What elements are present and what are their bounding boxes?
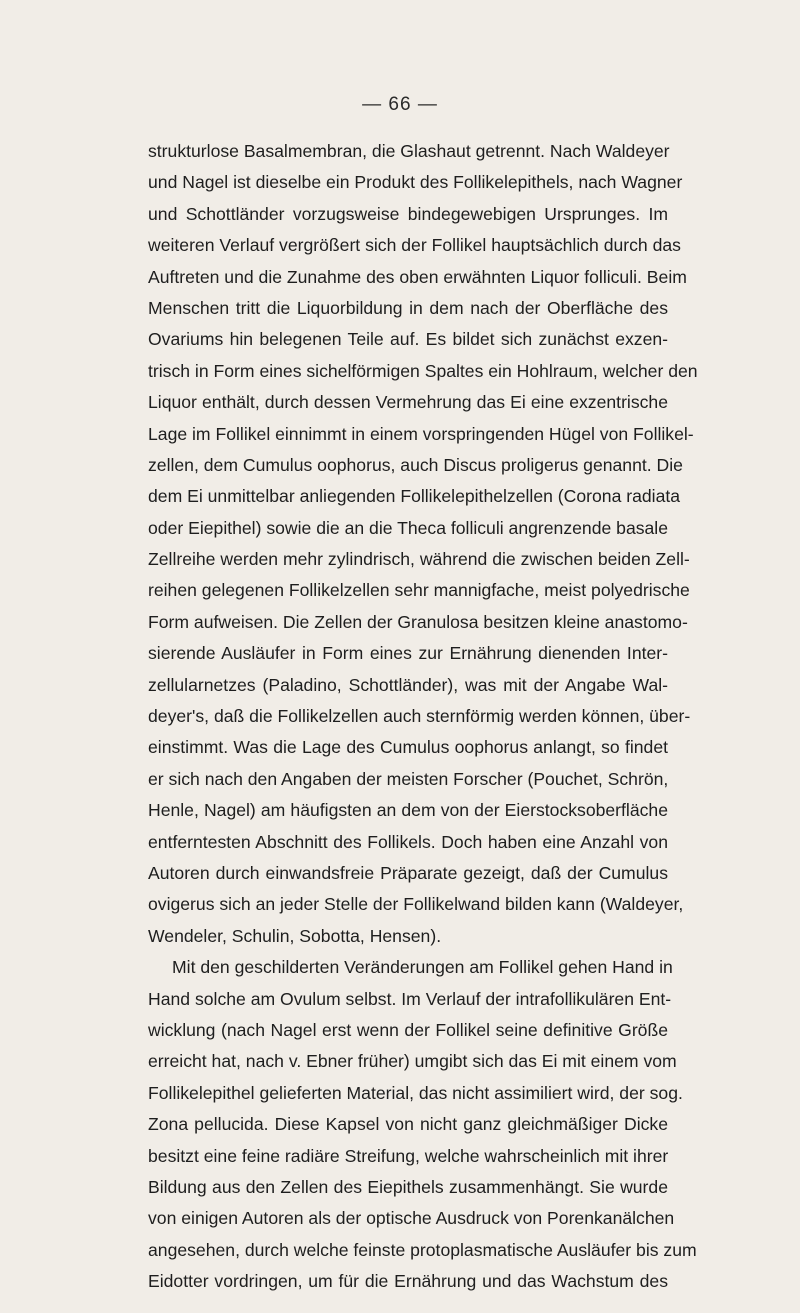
text-line: und Schottländer vorzugsweise bindegewebigen Ursprunges. Im xyxy=(148,203,668,224)
text-line: Bildung aus den Zellen des Eiepithels zusammenhängt. Sie wurde xyxy=(148,1176,668,1197)
text-line: Auftreten und die Zunahme des oben erwähnten Liquor folliculi. Beim xyxy=(148,266,687,287)
text-line: erreicht hat, nach v. Ebner früher) umgibt sich das Ei mit einem vom xyxy=(148,1051,677,1072)
text-line: Hand solche am Ovulum selbst. Im Verlauf der intrafollikulären Ent- xyxy=(148,988,672,1009)
body-text xyxy=(148,136,698,1297)
text-line: entferntesten Abschnitt des Follikels. Doch haben eine Anzahl von xyxy=(148,831,668,852)
text-line: reihen gelegenen Follikelzellen sehr mannigfache, meist polyedrische xyxy=(148,580,690,601)
text-line: strukturlose Basalmembran, die Glashaut getrennt. Nach Waldeyer xyxy=(148,141,670,161)
text-line: Eidotter vordringen, um für die Ernährung und das Wachstum des xyxy=(148,1271,668,1292)
text-line: Liquor enthält, durch dessen Vermehrung das Ei eine exzentrische xyxy=(148,392,668,413)
text-line: zellen, dem Cumulus oophorus, auch Discus proligerus genannt. Die xyxy=(148,454,683,475)
text-line: weiteren Verlauf vergrößert sich der Follikel hauptsächlich durch das xyxy=(148,235,681,256)
text-line: Ovariums hin belegenen Teile auf. Es bildet sich zunächst exzen- xyxy=(148,329,668,350)
text-line: wicklung (nach Nagel erst wenn der Follikel seine definitive Größe xyxy=(148,1019,668,1040)
text-line: Lage im Follikel einnimmt in einem vorspringenden Hügel von Follikel- xyxy=(148,423,694,444)
text-line: Form aufweisen. Die Zellen der Granulosa besitzen kleine anastomo- xyxy=(148,611,688,632)
text-line: sierende Ausläufer in Form eines zur Ernährung dienenden Inter- xyxy=(148,643,668,664)
text-line: Henle, Nagel) am häufigsten an dem von der Eierstocksoberfläche xyxy=(148,800,668,821)
text-line: ovigerus sich an jeder Stelle der Follikelwand bilden kann (Waldeyer, xyxy=(148,894,684,915)
text-line: oder Eiepithel) sowie die an die Theca folliculi angrenzende basale xyxy=(148,517,669,538)
text-line: deyer's, daß die Follikelzellen auch sternförmig werden können, über- xyxy=(148,706,691,727)
text-line: zellularnetzes (Paladino, Schottländer), was mit der Angabe Wal- xyxy=(148,674,668,695)
text-line: Menschen tritt die Liquorbildung in dem nach der Oberfläche des xyxy=(148,297,668,318)
text-line: er sich nach den Angaben der meisten Forscher (Pouchet, Schrön, xyxy=(148,768,669,789)
text-line: Wendeler, Schulin, Sobotta, Hensen). xyxy=(148,925,442,946)
text-line: von einigen Autoren als der optische Ausdruck von Porenkanälchen xyxy=(148,1208,675,1229)
text-line: Autoren durch einwandsfreie Präparate gezeigt, daß der Cumulus xyxy=(148,862,668,883)
text-line: trisch in Form eines sichelförmigen Spaltes ein Hohlraum, welcher den xyxy=(148,360,698,381)
text-line: einstimmt. Was die Lage des Cumulus oophorus anlangt, so findet xyxy=(148,737,668,758)
text-line: besitzt eine feine radiäre Streifung, welche wahrscheinlich mit ihrer xyxy=(148,1145,669,1166)
text-line: angesehen, durch welche feinste protoplasmatische Ausläufer bis zum xyxy=(148,1239,697,1260)
text-line: Follikelepithel gelieferten Material, das nicht assimiliert wird, der sog. xyxy=(148,1082,683,1103)
text-line: Zellreihe werden mehr zylindrisch, während die zwischen beiden Zell- xyxy=(148,549,690,570)
text-line: Zona pellucida. Diese Kapsel von nicht ganz gleichmäßiger Dicke xyxy=(148,1114,668,1135)
page-number: — 66 — xyxy=(362,94,438,115)
text-line: dem Ei unmittelbar anliegenden Follikelepithelzellen (Corona radiata xyxy=(148,486,681,507)
text-line: Mit den geschilderten Veränderungen am Follikel gehen Hand in xyxy=(172,957,673,978)
text-line: und Nagel ist dieselbe ein Produkt des Follikelepithels, nach Wagner xyxy=(148,172,683,193)
